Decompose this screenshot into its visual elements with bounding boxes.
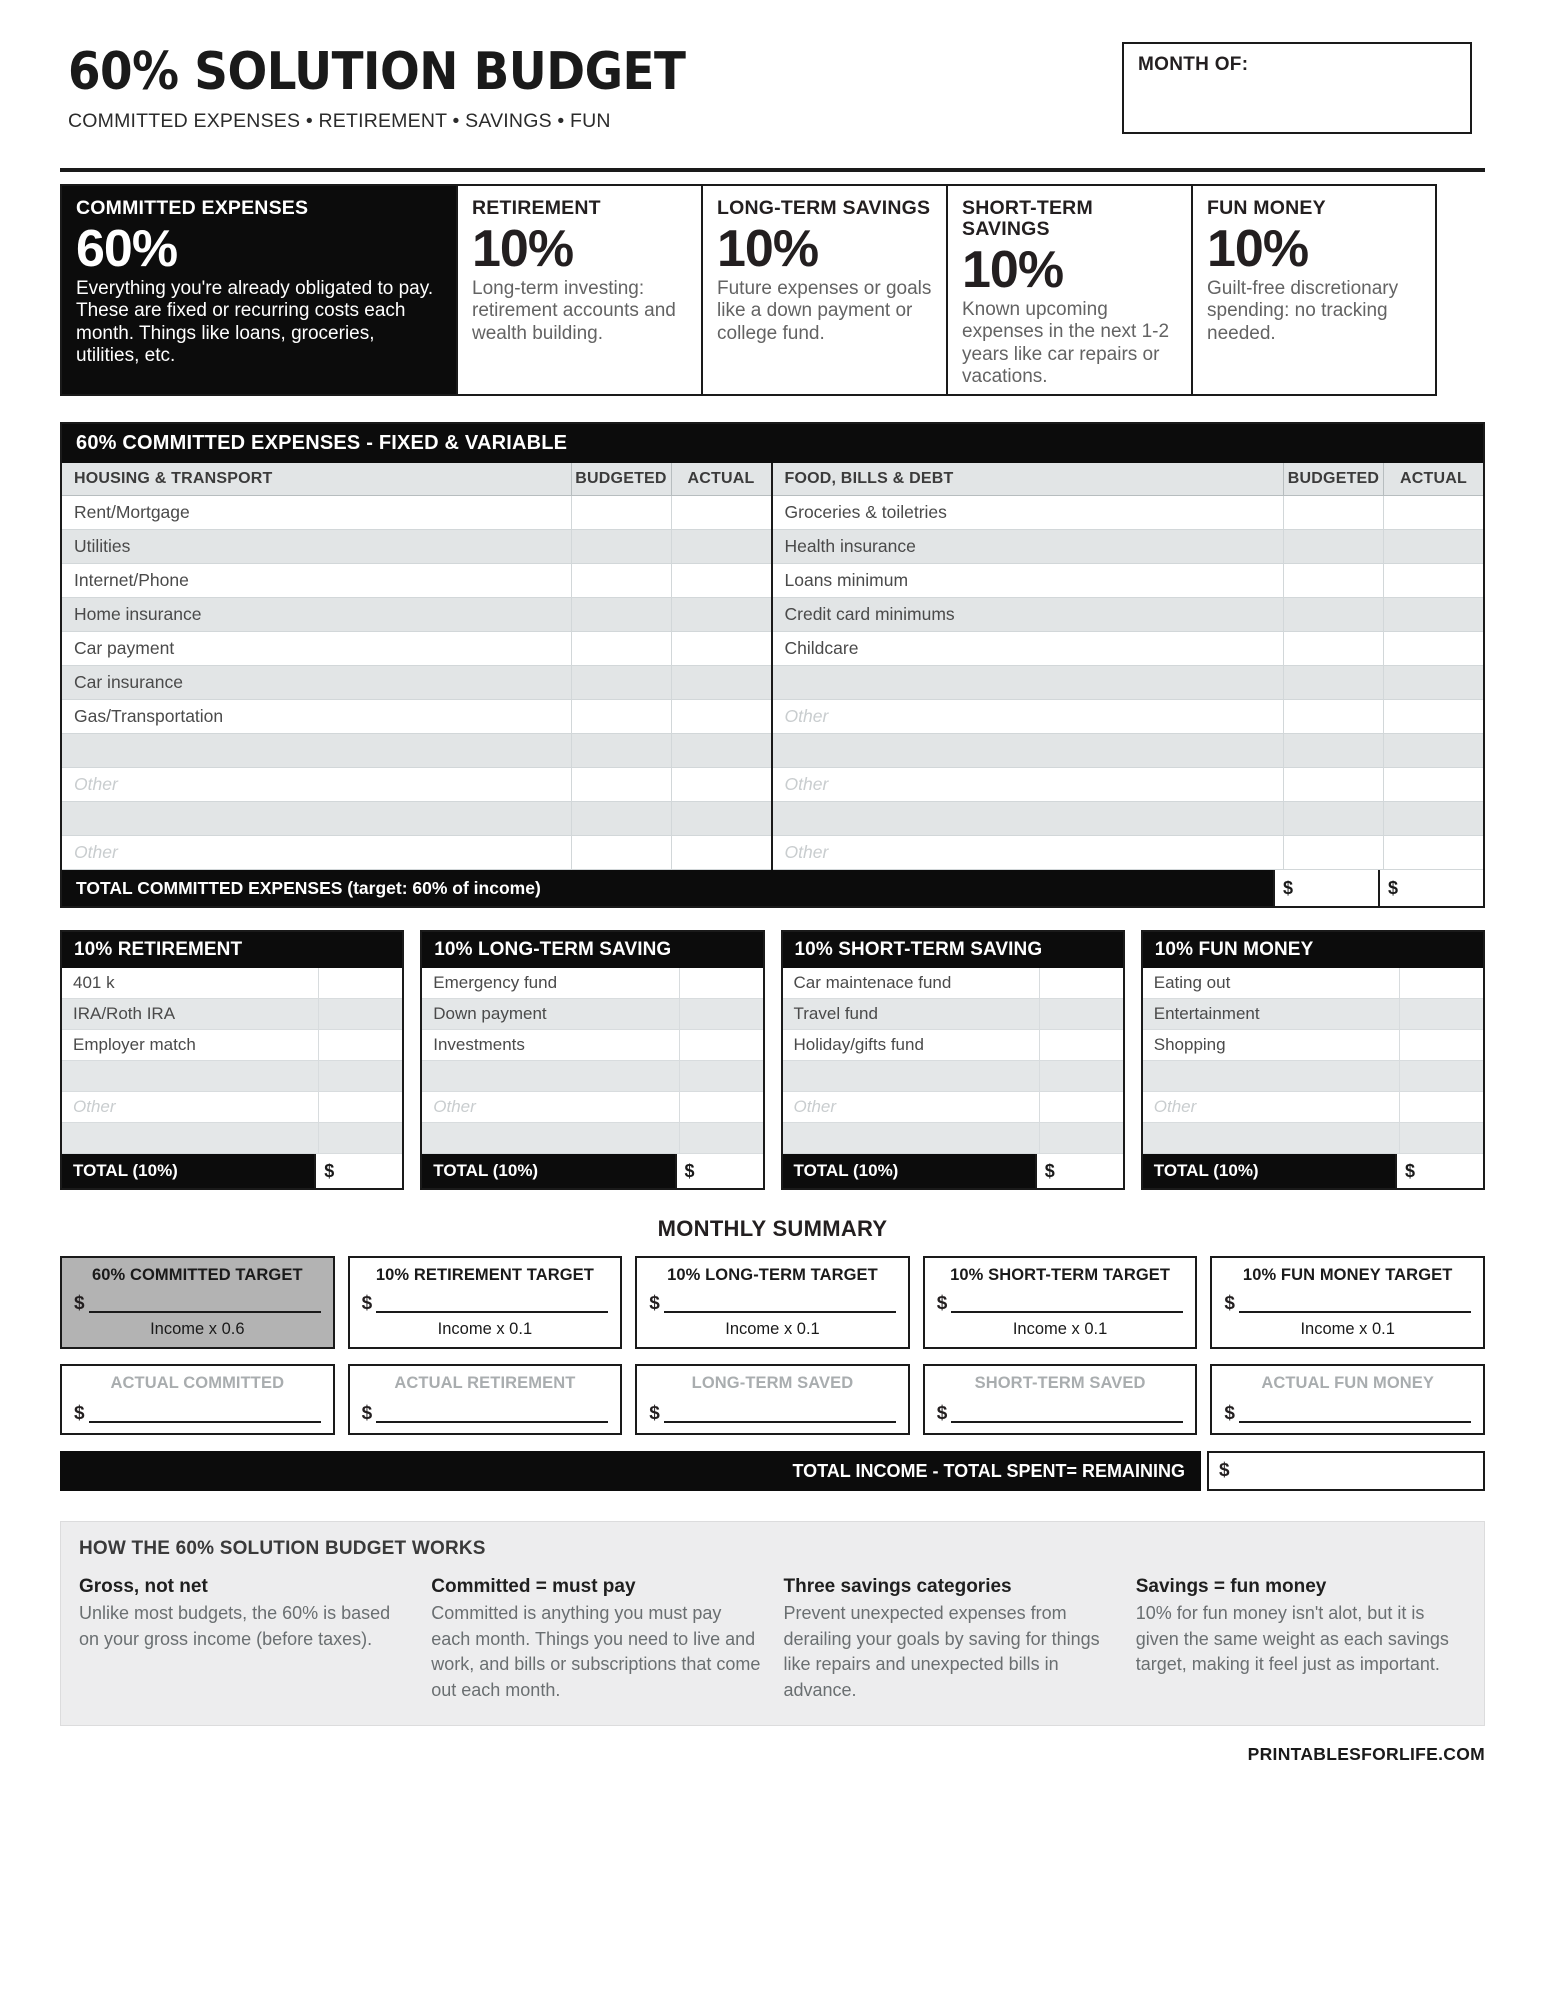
savings-total-row (1143, 1154, 1483, 1188)
savings-boxes (60, 930, 1485, 1190)
actual-card (60, 1364, 335, 1435)
how-column-heading: Committed = must pay (431, 1576, 636, 1597)
category-header: HOUSING & TRANSPORT (74, 470, 273, 487)
savings-total-value[interactable]: $ (675, 1154, 763, 1188)
actual-cell[interactable] (1383, 632, 1483, 665)
savings-amount-cell[interactable] (679, 1061, 763, 1091)
how-column-body: 10% for fun money isn't alot, but it is given the same weight as each savings target, making it feel just as important. (1135, 1603, 1449, 1675)
target-card (635, 1256, 910, 1349)
actual-card (923, 1364, 1198, 1435)
page-subtitle: COMMITTED EXPENSES • RETIREMENT • SAVINGS • FUN (68, 110, 611, 132)
savings-total-label: TOTAL (10%) (793, 1161, 899, 1180)
table-row (62, 734, 771, 768)
savings-amount-cell[interactable] (1399, 999, 1483, 1029)
budgeted-cell[interactable] (1283, 496, 1383, 529)
table-row (773, 700, 1484, 734)
card-percent: 10% (472, 220, 574, 279)
savings-item-label[interactable]: Holiday/gifts fund (793, 1035, 924, 1054)
list-item (62, 1092, 402, 1123)
budgeted-cell[interactable] (571, 700, 671, 733)
actual-cell[interactable] (671, 734, 771, 767)
actual-cell[interactable] (1383, 734, 1483, 767)
expense-label[interactable]: Other (784, 706, 829, 726)
list-item (1143, 999, 1483, 1030)
target-formula-note: Income x 0.1 (1300, 1320, 1395, 1338)
dollar-sign: $ (74, 1403, 85, 1424)
write-in-rule (1239, 1297, 1471, 1313)
savings-total-label: TOTAL (10%) (433, 1161, 539, 1180)
how-it-works-column (784, 1576, 1114, 1703)
column-header-row (773, 463, 1484, 496)
how-column-body: Prevent unexpected expenses from derailing your goals by saving for things like repairs and unexpected bills in advance. (783, 1603, 1100, 1700)
budgeted-cell[interactable] (1283, 700, 1383, 733)
list-item (422, 1061, 762, 1092)
table-row (773, 564, 1484, 598)
dollar-sign: $ (361, 1293, 373, 1314)
actual-cell[interactable] (1383, 836, 1483, 869)
savings-box (420, 930, 764, 1190)
budgeted-cell[interactable] (571, 836, 671, 869)
write-in-rule (951, 1409, 1183, 1423)
footer-site: PRINTABLESFORLIFE.COM (1247, 1744, 1485, 1765)
savings-item-label[interactable]: Other (73, 1097, 116, 1116)
budgeted-cell[interactable] (1283, 734, 1383, 767)
expenses-grid (62, 463, 1483, 870)
actual-cell[interactable] (671, 836, 771, 869)
target-card-title: 10% LONG-TERM TARGET (667, 1266, 878, 1284)
target-card (60, 1256, 335, 1349)
list-item (783, 1030, 1123, 1061)
savings-amount-cell[interactable] (1039, 968, 1123, 998)
actual-cell[interactable] (671, 530, 771, 563)
target-amount-input[interactable] (1224, 1294, 1471, 1313)
actual-cell[interactable] (671, 768, 771, 801)
budgeted-cell[interactable] (1283, 666, 1383, 699)
dollar-sign: $ (649, 1403, 660, 1424)
remaining-row (60, 1451, 1485, 1491)
savings-total-row (422, 1154, 762, 1188)
target-card (1210, 1256, 1485, 1349)
target-formula-note: Income x 0.6 (150, 1320, 245, 1338)
target-card-title: 10% RETIREMENT TARGET (375, 1266, 594, 1284)
savings-amount-cell[interactable] (1399, 1061, 1483, 1091)
allocation-card-committed (60, 184, 456, 396)
actual-card-title: ACTUAL FUN MONEY (1261, 1374, 1435, 1392)
target-cards-row (60, 1256, 1485, 1349)
card-title: FUN MONEY (1207, 197, 1326, 219)
actual-amount-input[interactable] (1224, 1404, 1471, 1423)
actual-cell[interactable] (671, 632, 771, 665)
expense-label[interactable]: Home insurance (74, 604, 202, 624)
actual-card-title: LONG-TERM SAVED (691, 1374, 854, 1392)
expense-label[interactable]: Car payment (74, 638, 175, 658)
list-item (1143, 1123, 1483, 1154)
committed-expenses-section (60, 422, 1485, 908)
expense-label[interactable]: Other (74, 842, 118, 862)
list-item (62, 968, 402, 999)
title-block (48, 40, 685, 133)
table-row (773, 666, 1484, 700)
write-in-rule (1239, 1409, 1471, 1423)
budgeted-cell[interactable] (571, 768, 671, 801)
list-item (1143, 1092, 1483, 1123)
table-row (62, 598, 771, 632)
month-of-label: MONTH OF: (1138, 54, 1249, 75)
list-item (783, 968, 1123, 999)
savings-total-row (783, 1154, 1123, 1188)
how-it-works-title: HOW THE 60% SOLUTION BUDGET WORKS (79, 1538, 486, 1559)
card-description: Guilt-free discretionary spending: no tracking needed. (1207, 278, 1399, 344)
expense-label[interactable]: Utilities (74, 536, 131, 556)
savings-amount-cell[interactable] (1039, 1030, 1123, 1060)
how-column-body: Committed is anything you must pay each month. Things you need to live and work, and bills or subscriptions that come out each month. (431, 1603, 761, 1700)
actual-card (635, 1364, 910, 1435)
card-title: COMMITTED EXPENSES (76, 197, 309, 219)
card-description: Everything you're already obligated to pay. These are fixed or recurring costs each month. Things like loans, groceries, utilities, etc. (76, 278, 434, 366)
budgeted-cell[interactable] (571, 802, 671, 835)
list-item (1143, 1030, 1483, 1061)
table-row (62, 802, 771, 836)
list-item (783, 1123, 1123, 1154)
budgeted-cell[interactable] (571, 666, 671, 699)
actual-card (1210, 1364, 1485, 1435)
actual-cell[interactable] (1383, 666, 1483, 699)
savings-box-title: 10% RETIREMENT (62, 932, 402, 968)
target-amount-input[interactable] (74, 1294, 321, 1313)
expense-label[interactable]: Internet/Phone (74, 570, 189, 590)
target-card-title: 10% FUN MONEY TARGET (1242, 1266, 1453, 1284)
write-in-rule (89, 1297, 321, 1313)
budgeted-header: BUDGETED (571, 463, 671, 495)
savings-item-label[interactable]: Travel fund (793, 1004, 878, 1023)
savings-item-label[interactable]: Entertainment (1153, 1004, 1260, 1023)
budgeted-cell[interactable] (571, 564, 671, 597)
savings-item-label[interactable]: Employer match (73, 1035, 196, 1054)
card-description: Known upcoming expenses in the next 1-2 years like car repairs or vacations. (962, 299, 1170, 387)
card-percent: 10% (962, 241, 1064, 300)
savings-item-label[interactable]: Other (793, 1097, 837, 1116)
table-row (62, 768, 771, 802)
committed-total-label: TOTAL COMMITTED EXPENSES (target: 60% of income) (76, 877, 541, 898)
dollar-sign: $ (649, 1293, 660, 1314)
expense-label[interactable]: Other (784, 774, 829, 794)
list-item (422, 968, 762, 999)
section-header: 60% COMMITTED EXPENSES - FIXED & VARIABLE (62, 424, 1483, 463)
actual-amount-input[interactable] (937, 1404, 1184, 1423)
savings-amount-cell[interactable] (318, 999, 402, 1029)
list-item (1143, 968, 1483, 999)
savings-amount-cell[interactable] (318, 1030, 402, 1060)
budgeted-cell[interactable] (571, 632, 671, 665)
list-item (783, 1061, 1123, 1092)
table-row (773, 632, 1484, 666)
savings-total-label: TOTAL (10%) (1153, 1161, 1259, 1180)
page-header (48, 40, 1497, 150)
card-percent: 10% (717, 220, 819, 279)
list-item (62, 1123, 402, 1154)
list-item (783, 999, 1123, 1030)
actual-card (348, 1364, 623, 1435)
budgeted-cell[interactable] (1283, 836, 1383, 869)
savings-item-label[interactable]: Down payment (433, 1004, 547, 1023)
savings-amount-cell[interactable] (318, 1092, 402, 1122)
actual-cell[interactable] (671, 666, 771, 699)
how-it-works-columns (79, 1576, 1466, 1703)
actual-cell[interactable] (1383, 598, 1483, 631)
savings-amount-cell[interactable] (318, 1061, 402, 1091)
expenses-right-rows (773, 496, 1484, 870)
savings-amount-cell[interactable] (1039, 1123, 1123, 1153)
target-formula-note: Income x 0.1 (437, 1320, 533, 1338)
actual-amount-input[interactable] (74, 1404, 321, 1423)
table-row (773, 496, 1484, 530)
actual-cell[interactable] (1383, 496, 1483, 529)
savings-total-value[interactable]: $ (1395, 1154, 1483, 1188)
target-card-title: 10% SHORT-TERM TARGET (950, 1266, 1171, 1284)
actual-cell[interactable] (1383, 564, 1483, 597)
expense-label[interactable]: Other (74, 774, 118, 794)
remaining-label: TOTAL INCOME - TOTAL SPENT= REMAINING (60, 1451, 1201, 1491)
table-row (62, 836, 771, 870)
how-column-body: Unlike most budgets, the 60% is based on your gross income (before taxes). (79, 1603, 391, 1649)
savings-item-label[interactable]: Eating out (1153, 973, 1231, 992)
savings-item-label[interactable]: Other (1153, 1097, 1197, 1116)
how-it-works-column (431, 1576, 761, 1703)
list-item (62, 1061, 402, 1092)
allocation-cards (60, 184, 1485, 396)
target-formula-note: Income x 0.1 (1012, 1320, 1108, 1338)
write-in-rule (376, 1297, 608, 1313)
savings-amount-cell[interactable] (679, 968, 763, 998)
actual-cell[interactable] (671, 598, 771, 631)
budgeted-cell[interactable] (571, 496, 671, 529)
month-of-field[interactable] (1122, 42, 1472, 134)
write-in-rule (951, 1297, 1183, 1313)
savings-amount-cell[interactable] (318, 1123, 402, 1153)
remaining-value-field[interactable]: $ (1207, 1451, 1485, 1491)
table-row (62, 496, 771, 530)
allocation-card-long-term (701, 184, 946, 396)
actual-card-title: SHORT-TERM SAVED (974, 1374, 1146, 1392)
committed-total-actual[interactable]: $ (1378, 870, 1483, 906)
expense-label[interactable]: Childcare (784, 638, 859, 658)
header-divider (60, 168, 1485, 172)
card-description: Long-term investing: retirement accounts and wealth building. (472, 278, 676, 344)
savings-total-value[interactable]: $ (314, 1154, 402, 1188)
budgeted-cell[interactable] (1283, 632, 1383, 665)
list-item (62, 1030, 402, 1061)
card-title: RETIREMENT (472, 197, 601, 219)
target-amount-input[interactable] (937, 1294, 1184, 1313)
budgeted-cell[interactable] (1283, 598, 1383, 631)
committed-total-row (62, 870, 1483, 906)
expense-label[interactable]: Gas/Transportation (74, 706, 224, 726)
savings-item-label[interactable]: Emergency fund (433, 973, 558, 992)
how-it-works-column (1136, 1576, 1466, 1703)
table-row (62, 632, 771, 666)
target-formula-note: Income x 0.1 (725, 1320, 820, 1338)
table-row (773, 598, 1484, 632)
actual-amount-input[interactable] (362, 1404, 609, 1423)
card-description: Future expenses or goals like a down payment or college fund. (717, 278, 932, 344)
table-row (773, 836, 1484, 870)
budgeted-cell[interactable] (1283, 768, 1383, 801)
savings-item-label[interactable]: Investments (433, 1035, 525, 1054)
monthly-summary-title: MONTHLY SUMMARY (657, 1216, 888, 1241)
list-item (422, 1030, 762, 1061)
savings-total-value[interactable]: $ (1035, 1154, 1123, 1188)
savings-amount-cell[interactable] (679, 1030, 763, 1060)
table-row (773, 530, 1484, 564)
category-header: FOOD, BILLS & DEBT (784, 470, 954, 487)
target-card-title: 60% COMMITTED TARGET (91, 1266, 303, 1284)
expense-label[interactable]: Loans minimum (784, 570, 909, 590)
savings-total-label: TOTAL (10%) (73, 1161, 178, 1180)
actual-cell[interactable] (671, 564, 771, 597)
savings-amount-cell[interactable] (1039, 1092, 1123, 1122)
actual-card-title: ACTUAL RETIREMENT (394, 1374, 576, 1392)
list-item (1143, 1061, 1483, 1092)
dollar-sign: $ (1224, 1403, 1235, 1424)
budgeted-cell[interactable] (1283, 564, 1383, 597)
actual-cell[interactable] (671, 802, 771, 835)
savings-amount-cell[interactable] (1039, 1061, 1123, 1091)
dollar-sign: $ (1224, 1293, 1235, 1314)
budgeted-cell[interactable] (571, 598, 671, 631)
budgeted-cell[interactable] (571, 530, 671, 563)
savings-amount-cell[interactable] (679, 999, 763, 1029)
savings-amount-cell[interactable] (1399, 968, 1483, 998)
committed-total-budgeted[interactable]: $ (1273, 870, 1378, 906)
table-row (773, 734, 1484, 768)
expenses-left-rows (62, 496, 771, 870)
dollar-sign: $ (936, 1403, 948, 1424)
savings-amount-cell[interactable] (679, 1092, 763, 1122)
expense-label[interactable]: Other (784, 842, 829, 862)
actual-cell[interactable] (671, 700, 771, 733)
savings-box-title: 10% LONG-TERM SAVING (422, 932, 762, 968)
savings-item-label[interactable]: Shopping (1153, 1035, 1226, 1054)
expense-label[interactable]: Credit card minimums (784, 604, 955, 624)
expenses-column-food (773, 463, 1484, 870)
savings-item-label[interactable]: Other (433, 1097, 476, 1116)
actual-cards-row (60, 1364, 1485, 1435)
expenses-column-housing (62, 463, 773, 870)
target-card (348, 1256, 623, 1349)
savings-item-label[interactable]: 401 k (73, 973, 115, 992)
target-card (923, 1256, 1198, 1349)
savings-box-title: 10% SHORT-TERM SAVING (783, 932, 1123, 968)
table-row (62, 530, 771, 564)
dollar-sign: $ (361, 1403, 373, 1424)
write-in-rule (664, 1409, 896, 1423)
actual-cell[interactable] (1383, 768, 1483, 801)
savings-amount-cell[interactable] (1039, 999, 1123, 1029)
target-amount-input[interactable] (362, 1294, 609, 1313)
savings-box-title: 10% FUN MONEY (1143, 932, 1483, 968)
card-percent: 10% (1207, 220, 1309, 279)
list-item (422, 1123, 762, 1154)
list-item (783, 1092, 1123, 1123)
savings-box (60, 930, 404, 1190)
table-row (773, 768, 1484, 802)
card-title: LONG-TERM SAVINGS (717, 197, 931, 219)
write-in-rule (376, 1409, 608, 1423)
savings-amount-cell[interactable] (679, 1123, 763, 1153)
budgeted-cell[interactable] (1283, 802, 1383, 835)
list-item (62, 999, 402, 1030)
allocation-card-fun-money (1191, 184, 1437, 396)
budgeted-header: BUDGETED (1283, 463, 1383, 495)
actual-cell[interactable] (1383, 802, 1483, 835)
card-title: SHORT-TERM SAVINGS (962, 197, 1093, 241)
expense-label[interactable]: Groceries & toiletries (784, 502, 947, 522)
actual-cell[interactable] (671, 496, 771, 529)
how-it-works-column (79, 1576, 409, 1703)
savings-amount-cell[interactable] (1399, 1092, 1483, 1122)
actual-cell[interactable] (1383, 530, 1483, 563)
actual-header: ACTUAL (671, 463, 771, 495)
dollar-sign: $ (936, 1293, 948, 1314)
savings-amount-cell[interactable] (1399, 1030, 1483, 1060)
write-in-rule (664, 1297, 896, 1313)
how-column-heading: Gross, not net (79, 1576, 208, 1597)
allocation-card-short-term (946, 184, 1191, 396)
card-percent: 60% (76, 220, 178, 279)
actual-cell[interactable] (1383, 700, 1483, 733)
table-row (62, 666, 771, 700)
how-column-heading: Three savings categories (783, 1576, 1012, 1597)
dollar-sign: $ (74, 1293, 85, 1314)
savings-box (1141, 930, 1485, 1190)
actual-header: ACTUAL (1383, 463, 1483, 495)
actual-card-title: ACTUAL COMMITTED (110, 1374, 285, 1392)
column-header-row (62, 463, 771, 496)
target-amount-input[interactable] (649, 1294, 896, 1313)
expense-label[interactable]: Rent/Mortgage (74, 502, 190, 522)
budgeted-cell[interactable] (1283, 530, 1383, 563)
expense-label[interactable]: Health insurance (784, 536, 916, 556)
expense-label[interactable]: Car insurance (74, 672, 183, 692)
list-item (422, 1092, 762, 1123)
list-item (422, 999, 762, 1030)
how-column-heading: Savings = fun money (1135, 1576, 1327, 1597)
page-title: 60% SOLUTION BUDGET (68, 42, 686, 102)
savings-amount-cell[interactable] (318, 968, 402, 998)
savings-amount-cell[interactable] (1399, 1123, 1483, 1153)
allocation-card-retirement (456, 184, 701, 396)
table-row (773, 802, 1484, 836)
how-it-works-section (60, 1521, 1485, 1726)
savings-box (781, 930, 1125, 1190)
savings-item-label[interactable]: IRA/Roth IRA (73, 1004, 176, 1023)
write-in-rule (89, 1409, 321, 1423)
table-row (62, 700, 771, 734)
budgeted-cell[interactable] (571, 734, 671, 767)
table-row (62, 564, 771, 598)
savings-total-row (62, 1154, 402, 1188)
savings-item-label[interactable]: Car maintenace fund (793, 973, 952, 992)
actual-amount-input[interactable] (649, 1404, 896, 1423)
